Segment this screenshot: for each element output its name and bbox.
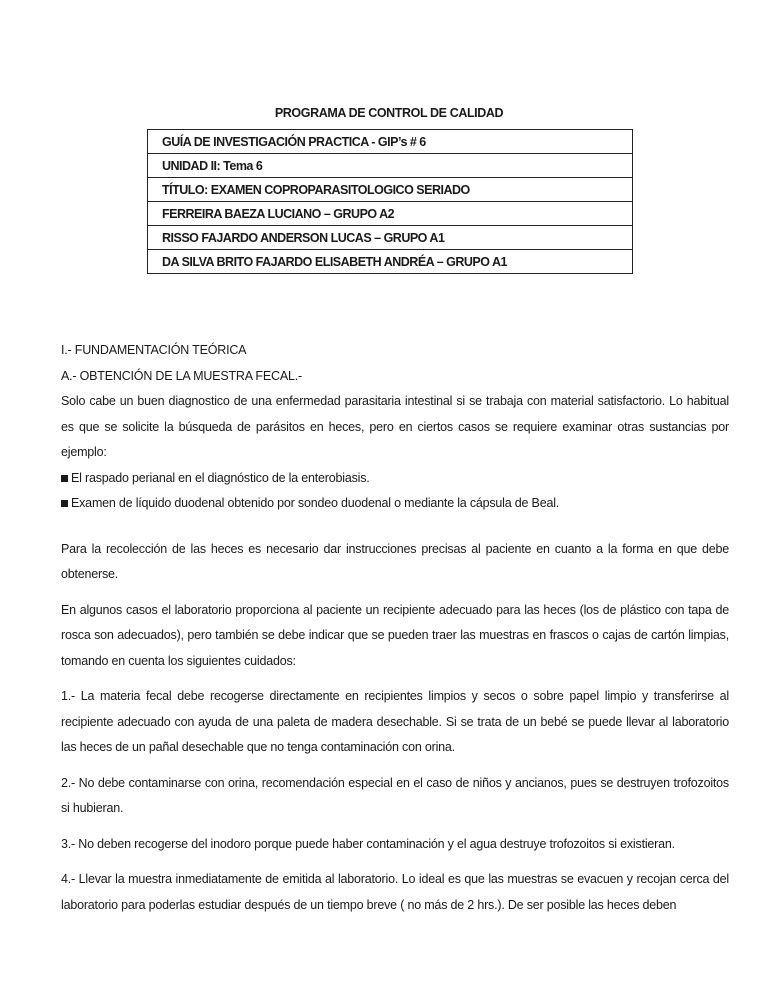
exam-title-cell: TÍTULO: EXAMEN COPROPARASITOLOGICO SERIADO [148,178,633,202]
numbered-item: 1.- La materia fecal debe recogerse directamente en recipientes limpios y secos o sobre papel limpio y transferirse al recipiente adecuado con ayuda de una paleta de madera desechable. Si se trata de un bebé se puede llevar al laboratorio las heces de un pañal desechable que no tenga contaminación con orina. [61,689,729,754]
list-item [61,491,729,517]
collection-paragraph: Para la recolección de las heces es necesario dar instrucciones precisas al paciente en cuanto a la forma en que debe obtenerse. [61,541,729,581]
square-bullet-icon [61,475,68,482]
container-paragraph: En algunos casos el laboratorio proporciona al paciente un recipiente adecuado para las heces (los de plástico con tapa de rosca son adecuados), pero también se debe indicar que se pueden traer las muestras en frascos o cajas de cartón limpias, tomando en cuenta los siguientes cuidados: [61,602,729,668]
subsection-heading: A.- OBTENCIÓN DE LA MUESTRA FECAL.- [61,368,302,383]
list-item-text: Examen de líquido duodenal obtenido por sondeo duodenal o mediante la cápsula de Beal. [71,496,560,510]
table-row [148,250,633,274]
list-item-text: El raspado perianal en el diagnóstico de la enterobiasis. [71,470,370,485]
table-row [148,178,633,202]
list-item [61,466,729,492]
numbered-item: 4.- Llevar la muestra inmediatamente de emitida al laboratorio. Lo ideal es que las muestras se evacuen y recojan cerca del laboratorio para poderlas estudiar después de un tiempo breve ( no más de 2 hrs.). De ser posible las heces deben [61,872,729,912]
numbered-item: 2.- No debe contaminarse con orina, recomendación especial en el caso de niños y ancianos, pues se destruyen trofozoitos si hubieran. [61,775,729,815]
table-row [148,202,633,226]
table-row [148,130,633,154]
header-info-table [147,129,633,274]
numbered-item: 3.- No deben recogerse del inodoro porque puede haber contaminación y el agua destruye trofozoitos si existieran. [61,836,675,851]
table-row [148,154,633,178]
intro-paragraph: Solo cabe un buen diagnostico de una enfermedad parasitaria intestinal si se trabaja con material satisfactorio. Lo habitual es que se solicite la búsqueda de parásitos en heces, pero en ciertos casos se requiere examinar otras sustancias por ejemplo: [61,394,729,459]
section-heading: I.- FUNDAMENTACIÓN TEÓRICA [61,343,247,357]
table-row [148,226,633,250]
square-bullet-icon [61,500,68,507]
author-cell: FERREIRA BAEZA LUCIANO – GRUPO A2 [148,202,633,226]
page-title: PROGRAMA DE CONTROL DE CALIDAD [274,106,504,120]
author-cell: DA SILVA BRITO FAJARDO ELISABETH ANDRÉA – GRUPO A1 [148,250,633,274]
document-body [61,338,729,928]
unit-cell: UNIDAD II: Tema 6 [148,154,633,178]
author-cell: RISSO FAJARDO ANDERSON LUCAS – GRUPO A1 [148,226,633,250]
guide-title-cell: GUÍA DE INVESTIGACIÓN PRACTICA - GIP’s # 6 [148,130,633,154]
